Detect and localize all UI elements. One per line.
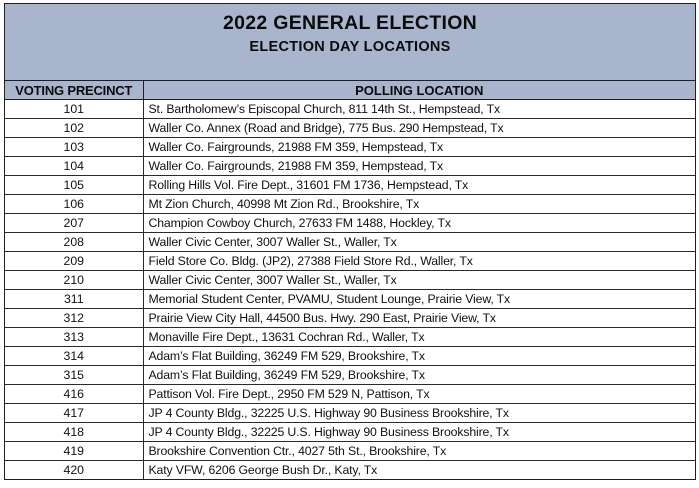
polling-location: Adam’s Flat Building, 36249 FM 529, Brookshire, Tx [143, 366, 695, 385]
polling-location: Waller Civic Center, 3007 Waller St., Waller, Tx [143, 233, 695, 252]
table-row [5, 309, 695, 328]
precinct-number: 418 [5, 423, 143, 442]
table-row [5, 385, 695, 404]
polling-location: St. Bartholomew’s Episcopal Church, 811 14th St., Hempstead, Tx [143, 100, 695, 119]
polling-location: Brookshire Convention Ctr., 4027 5th St., Brookshire, Tx [143, 442, 695, 461]
column-header-polling-location: POLLING LOCATION [143, 81, 695, 100]
polling-location: Champion Cowboy Church, 27633 FM 1488, Hockley, Tx [143, 214, 695, 233]
polling-location: Waller Co. Fairgrounds, 21988 FM 359, Hempstead, Tx [143, 157, 695, 176]
precinct-number: 313 [5, 328, 143, 347]
precinct-number: 207 [5, 214, 143, 233]
document-header [5, 4, 695, 81]
precinct-number: 417 [5, 404, 143, 423]
polling-location: Rolling Hills Vol. Fire Dept., 31601 FM 1736, Hempstead, Tx [143, 176, 695, 195]
election-locations-document [4, 3, 696, 480]
table-row [5, 233, 695, 252]
table-row [5, 100, 695, 119]
table-row [5, 252, 695, 271]
polling-location: Memorial Student Center, PVAMU, Student Lounge, Prairie View, Tx [143, 290, 695, 309]
polling-locations-table [5, 81, 695, 479]
table-body [5, 100, 695, 480]
polling-location: Field Store Co. Bldg. (JP2), 27388 Field Store Rd., Waller, Tx [143, 252, 695, 271]
table-row [5, 347, 695, 366]
precinct-number: 103 [5, 138, 143, 157]
table-row [5, 119, 695, 138]
precinct-number: 210 [5, 271, 143, 290]
precinct-number: 419 [5, 442, 143, 461]
table-header-row [5, 81, 695, 100]
table-row [5, 328, 695, 347]
polling-location: Katy VFW, 6206 George Bush Dr., Katy, Tx [148, 463, 378, 477]
precinct-number: 104 [5, 157, 143, 176]
precinct-number: 209 [5, 252, 143, 271]
polling-location: Pattison Vol. Fire Dept., 2950 FM 529 N, Pattison, Tx [143, 385, 695, 404]
precinct-number: 311 [5, 290, 143, 309]
precinct-number: 208 [5, 233, 143, 252]
table-row [5, 176, 695, 195]
polling-location: JP 4 County Bldg., 32225 U.S. Highway 90 Business Brookshire, Tx [143, 423, 695, 442]
table-row [5, 195, 695, 214]
polling-location: Waller Co. Fairgrounds, 21988 FM 359, Hempstead, Tx [143, 138, 695, 157]
polling-location: Waller Civic Center, 3007 Waller St., Waller, Tx [143, 271, 695, 290]
precinct-number: 105 [5, 176, 143, 195]
table-row [5, 404, 695, 423]
polling-location: Mt Zion Church, 40998 Mt Zion Rd., Brookshire, Tx [143, 195, 695, 214]
table-row [5, 290, 695, 309]
table-row [5, 271, 695, 290]
page-subtitle: ELECTION DAY LOCATIONS [249, 39, 451, 55]
precinct-number: 416 [5, 385, 143, 404]
table-row [5, 138, 695, 157]
precinct-number: 102 [5, 119, 143, 138]
precinct-number: 101 [5, 100, 143, 119]
precinct-number: 420 [5, 461, 143, 480]
table-row [5, 366, 695, 385]
page-title: 2022 GENERAL ELECTION [222, 12, 478, 34]
table-row [5, 214, 695, 233]
column-header-voting-precinct: VOTING PRECINCT [5, 81, 143, 100]
polling-location: Waller Co. Annex (Road and Bridge), 775 Bus. 290 Hempstead, Tx [143, 119, 695, 138]
polling-location: Monaville Fire Dept., 13631 Cochran Rd., Waller, Tx [143, 328, 695, 347]
table-row [5, 461, 695, 480]
precinct-number: 315 [5, 366, 143, 385]
precinct-number: 314 [5, 347, 143, 366]
precinct-number: 312 [5, 309, 143, 328]
polling-location: JP 4 County Bldg., 32225 U.S. Highway 90 Business Brookshire, Tx [143, 404, 695, 423]
table-row [5, 423, 695, 442]
precinct-number: 106 [5, 195, 143, 214]
polling-location: Prairie View City Hall, 44500 Bus. Hwy. 290 East, Prairie View, Tx [143, 309, 695, 328]
polling-location: Adam’s Flat Building, 36249 FM 529, Brookshire, Tx [143, 347, 695, 366]
table-row [5, 442, 695, 461]
table-row [5, 157, 695, 176]
